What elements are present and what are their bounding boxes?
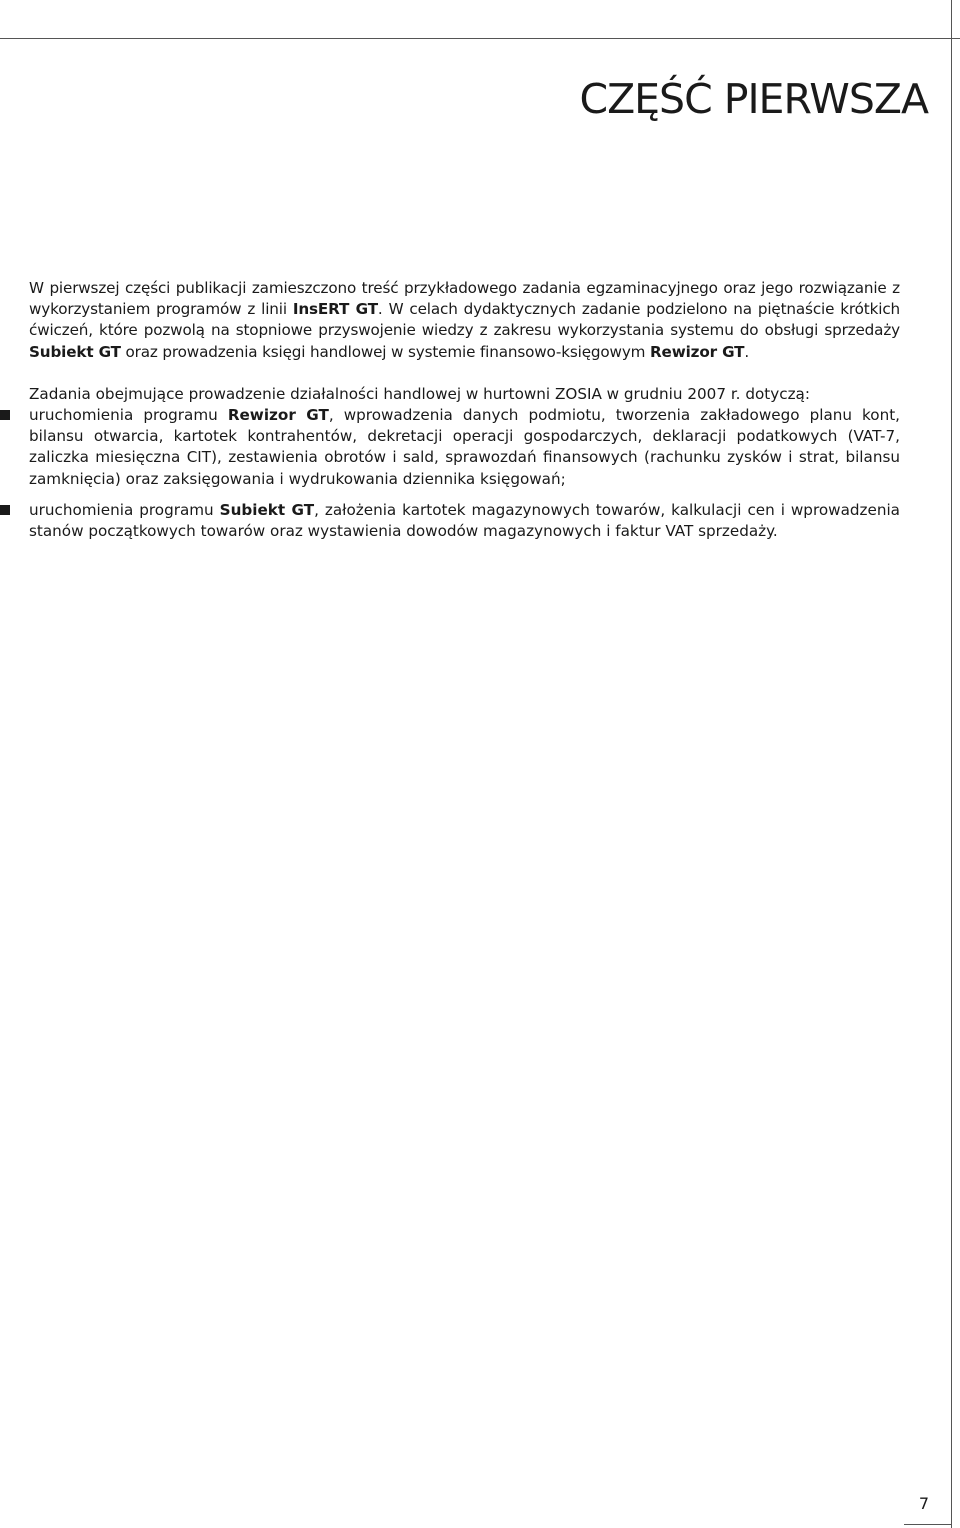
product-name: Rewizor GT: [650, 342, 745, 361]
list-item: uruchomienia programu Subiekt GT, założenia kartotek magazynowych towarów, kalkulacji cen i wprowadzenia stanów początkowych towarów oraz wystawienia dowodów magazynowych i faktur VAT sprzedaży.: [29, 500, 900, 542]
chapter-title: CZĘŚĆ PIERWSZA: [579, 75, 928, 123]
list-item: uruchomienia programu Rewizor GT, wprowadzenia danych podmiotu, tworzenia zakładowego planu kont, bilansu otwarcia, kartotek kontrahentów, dekretacji operacji gospodarczych, deklaracji podatkowych (VAT-7, zaliczka miesięczna CIT), zestawienia obrotów i sald, sprawozdań finansowych (rachunku zysków i strat, bilansu zamknięcia) oraz zaksięgowania i wydrukowania dziennika księgowań;: [29, 405, 900, 490]
product-name: Subiekt GT: [29, 342, 121, 361]
page-number: 7: [918, 1494, 929, 1513]
product-name: InsERT GT: [292, 300, 378, 319]
frame-top-rule: [0, 38, 960, 39]
square-bullet-icon: [0, 410, 10, 420]
frame-right-rule: [951, 0, 952, 1528]
tasks-list: [29, 405, 900, 542]
product-name: Subiekt GT: [219, 500, 315, 519]
main-content: [29, 278, 900, 542]
page-number-rule: [904, 1524, 952, 1525]
tasks-intro-paragraph: Zadania obejmujące prowadzenie działalności handlowej w hurtowni ZOSIA w grudniu 2007 r. dotyczą:: [29, 384, 810, 403]
square-bullet-icon: [0, 505, 10, 515]
intro-paragraph: W pierwszej części publikacji zamieszczono treść przykładowego zadania egzaminacyjnego oraz jego rozwiązanie z wykorzystaniem programów z linii InsERT GT. W celach dydaktycznych zadanie podzielono na piętnaście krótkich ćwiczeń, które pozwolą na stopniowe przyswojenie wiedzy z zakresu wykorzystania systemu do obsługi sprzedaży Subiekt GT oraz prowadzenia księgi handlowej w systemie finansowo-księgowym Rewizor GT.: [29, 279, 901, 361]
product-name: Rewizor GT: [227, 406, 329, 425]
